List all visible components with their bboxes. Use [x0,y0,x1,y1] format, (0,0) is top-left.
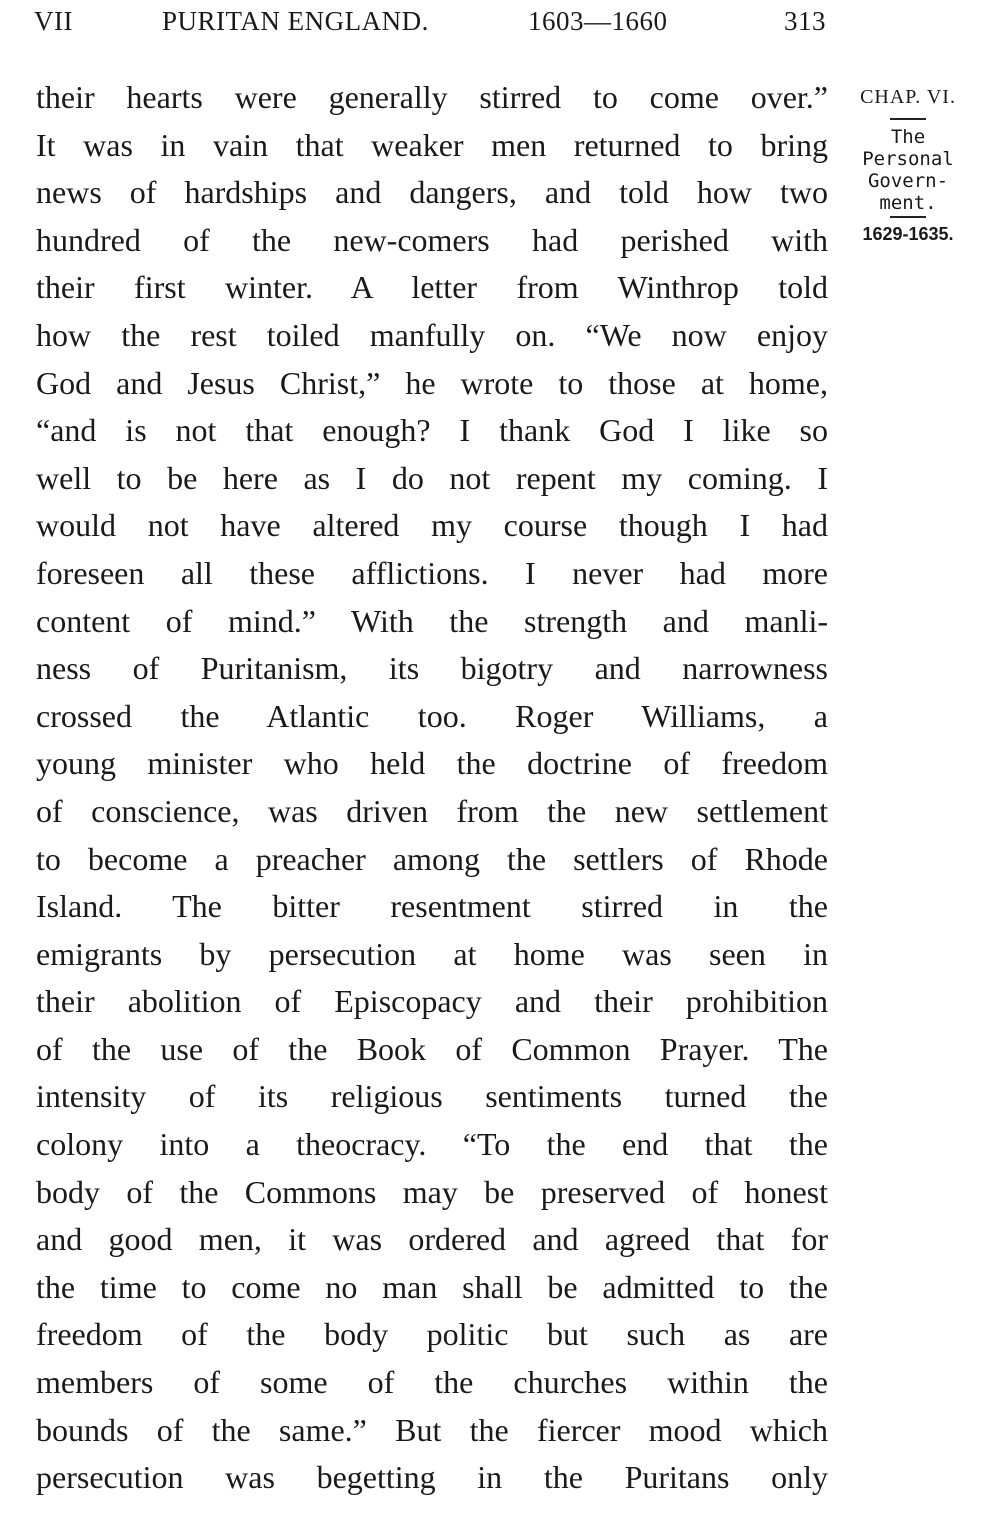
text-line: hundred of the new-comers had perished with [36,221,828,258]
text-line: intensity of its religious sentiments turned the [36,1078,828,1115]
text-line: emigrants by persecution at home was seen in [36,935,828,972]
text-line: the time to come no man shall be admitted to the [36,1268,828,1305]
margin-note-topic-line: Personal [862,148,954,170]
text-line: of conscience, was driven from the new settlement [36,792,828,829]
text-line: foreseen all these afflictions. I never had more [36,554,828,591]
margin-note-topic-line: The [890,126,926,148]
text-line: well to be here as I do not repent my coming. I [36,459,828,496]
running-head-chapter: VII [34,6,73,36]
running-head-title: PURITAN ENGLAND. [162,6,429,36]
margin-note-divider [890,216,926,218]
text-line: It was in vain that weaker men returned to bring [36,126,828,163]
text-line: their abolition of Episcopacy and their prohibition [36,983,828,1020]
text-line: their first winter. A letter from Winthrop told [36,269,828,306]
text-line: young minister who held the doctrine of freedom [36,745,828,782]
body-text [36,74,828,1502]
text-line: news of hardships and dangers, and told how two [36,174,828,211]
text-line: members of some of the churches within the [36,1364,828,1401]
text-line: content of mind.” With the strength and manli- [36,602,828,639]
text-line: persecution was begetting in the Puritans only [36,1459,828,1496]
margin-note-years: 1629-1635. [862,224,954,244]
text-line: their hearts were generally stirred to come over.” [36,79,828,115]
running-head [34,6,830,46]
margin-note [846,86,970,245]
text-line: body of the Commons may be preserved of honest [36,1173,828,1210]
text-line: God and Jesus Christ,” he wrote to those at home, [36,364,828,401]
page-number: 313 [784,6,826,36]
margin-note-chapter: CHAP. VI. [860,86,956,108]
margin-note-topic-line: ment. [879,192,937,214]
text-line: how the rest toiled manfully on. “We now enjoy [36,316,828,353]
text-line: of the use of the Book of Common Prayer. The [36,1030,828,1067]
running-head-years: 1603—1660 [528,6,668,36]
text-line: and good men, it was ordered and agreed that for [36,1221,828,1258]
text-line: “and is not that enough? I thank God I like so [36,412,828,449]
margin-note-topic-line: Govern- [867,170,949,192]
text-line: bounds of the same.” But the fiercer mood which [36,1411,828,1448]
margin-note-divider [890,118,926,120]
text-line: crossed the Atlantic too. Roger Williams, a [36,697,828,734]
text-line: ness of Puritanism, its bigotry and narrowness [36,650,828,687]
text-line: to become a preacher among the settlers of Rhode [36,840,828,877]
text-line: would not have altered my course though I had [36,507,828,544]
text-line: colony into a theocracy. “To the end that the [36,1126,828,1163]
text-line: Island. The bitter resentment stirred in the [36,888,828,925]
text-line: freedom of the body politic but such as are [36,1316,828,1353]
